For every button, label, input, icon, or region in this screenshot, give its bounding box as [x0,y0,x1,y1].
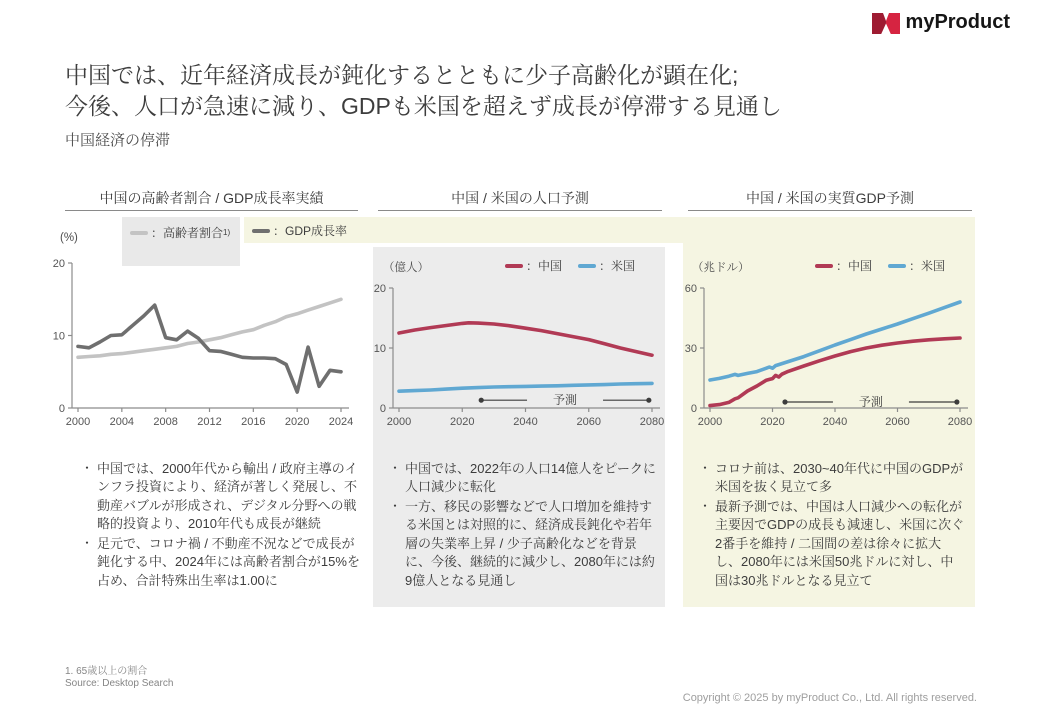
bullet-list-population [390,460,656,591]
svg-text:2080: 2080 [947,416,973,428]
svg-text:2020: 2020 [760,416,785,428]
bullet-list-real-gdp [700,460,966,591]
svg-text:2000: 2000 [65,416,91,428]
bullet-item: ・ 足元で、コロナ禍 / 不動産不況などで成長が鈍化する中、2024年には高齢者割合が15%を占め、合計特殊出生率は1.00に [82,535,364,590]
header-underline [65,210,358,211]
svg-text:60: 60 [684,283,697,295]
bullet-item: ・ 最新予測では、中国は人口減少への転化が主要因でGDPの成長も減速し、米国に次ぐ2番手を維持 / 二国間の差は徐々に拡大し、2080年には米国50兆ドルに対し、中国は30兆ドルとなる見立て [700,498,966,590]
svg-text:2012: 2012 [197,416,222,428]
svg-text:2060: 2060 [885,416,910,428]
column-header-real-gdp: 中国 / 米国の実質GDP予測 [745,190,914,206]
logo-m-icon [871,10,901,34]
svg-text:2040: 2040 [822,416,848,428]
svg-text:2020: 2020 [284,416,310,428]
svg-text:2000: 2000 [697,416,723,428]
column-header-population: 中国 / 米国の人口予測 [451,190,589,206]
svg-text:20: 20 [373,283,386,295]
bullet-item: ・ 中国では、2022年の人口14億人をピークに人口減少に転化 [390,460,656,497]
bullet-list-aging-gdp [82,460,364,591]
unit-label-oku-nin: （億人） [383,262,429,274]
svg-text:0: 0 [58,403,65,415]
bullet-item: ・ コロナ前は、2030~40年代に中国のGDPが米国を抜く見立て多 [700,460,966,497]
source-line: Source: Desktop Search [65,678,174,689]
svg-text:2060: 2060 [576,416,601,428]
svg-text:10: 10 [373,343,386,355]
svg-text:2080: 2080 [639,416,665,428]
copyright: Copyright © 2025 by myProduct Co., Ltd. All rights reserved. [682,692,977,704]
svg-text:2016: 2016 [241,416,266,428]
real-gdp-chart [680,250,980,440]
svg-text:10: 10 [52,330,65,343]
header-underline [378,210,662,211]
column-header-aging-gdp: 中国の高齢者割合 / GDP成長率実績 [99,190,324,206]
svg-text:2024: 2024 [328,416,354,428]
header-underline [688,210,972,211]
svg-text:2008: 2008 [153,416,178,428]
population-chart [370,250,670,440]
footnote: 1. 65歳以上の割合 [65,666,148,677]
title-line-1: 中国では、近年経済成長が鈍化するとともに少子高齢化が顕在化; [65,62,739,88]
legend-china: ：中国 [505,257,562,274]
legend-gdp-growth: ：GDP成長率 [252,222,347,239]
svg-text:予測: 予測 [553,393,578,408]
legend-dash-icon [130,231,148,235]
bullet-item: ・ 中国では、2000年代から輸出 / 政府主導のインフラ投資により、経済が著しく発展し、不動産バブルが形成され、デジタル分野への戦略的投資より、2010年代も成長が継続 [82,460,364,534]
svg-text:30: 30 [684,343,697,355]
svg-text:20: 20 [52,258,65,270]
unit-label-percent: (%) [60,232,78,244]
page-title [65,60,782,122]
svg-text:予測: 予測 [858,395,883,409]
svg-text:0: 0 [690,403,697,415]
bullet-item: ・ 一方、移民の影響などで人口増加を維持する米国とは対照的に、経済成長鈍化や若年層の失業率上昇 / 少子高齢化などを背景に、今後、継続的に減少し、2080年には約9億人となる見通し [390,498,656,590]
svg-text:2000: 2000 [386,416,412,428]
legend-china: ：中国 [815,257,872,274]
svg-text:2040: 2040 [513,416,538,428]
logo-text: myProduct [905,10,1010,33]
legend-us: ：米国 [888,257,945,274]
legend-dash-icon [252,229,270,233]
unit-label-cho-doru: （兆ドル） [692,262,750,274]
legend-aging-ratio: ：高齢者割合 1) [130,224,230,241]
svg-text:2004: 2004 [109,416,135,428]
title-line-2: 今後、人口が急速に減り、GDPも米国を超えず成長が停滞する見通し [65,93,782,119]
legend-us: ：米国 [578,257,635,274]
footnote-block [65,666,173,690]
legend-band-background [244,217,975,243]
logo [871,10,1010,34]
page-subtitle: 中国経済の停滞 [65,132,171,149]
svg-text:2020: 2020 [450,416,475,428]
aging-gdp-chart [50,250,365,440]
svg-text:0: 0 [379,403,386,415]
